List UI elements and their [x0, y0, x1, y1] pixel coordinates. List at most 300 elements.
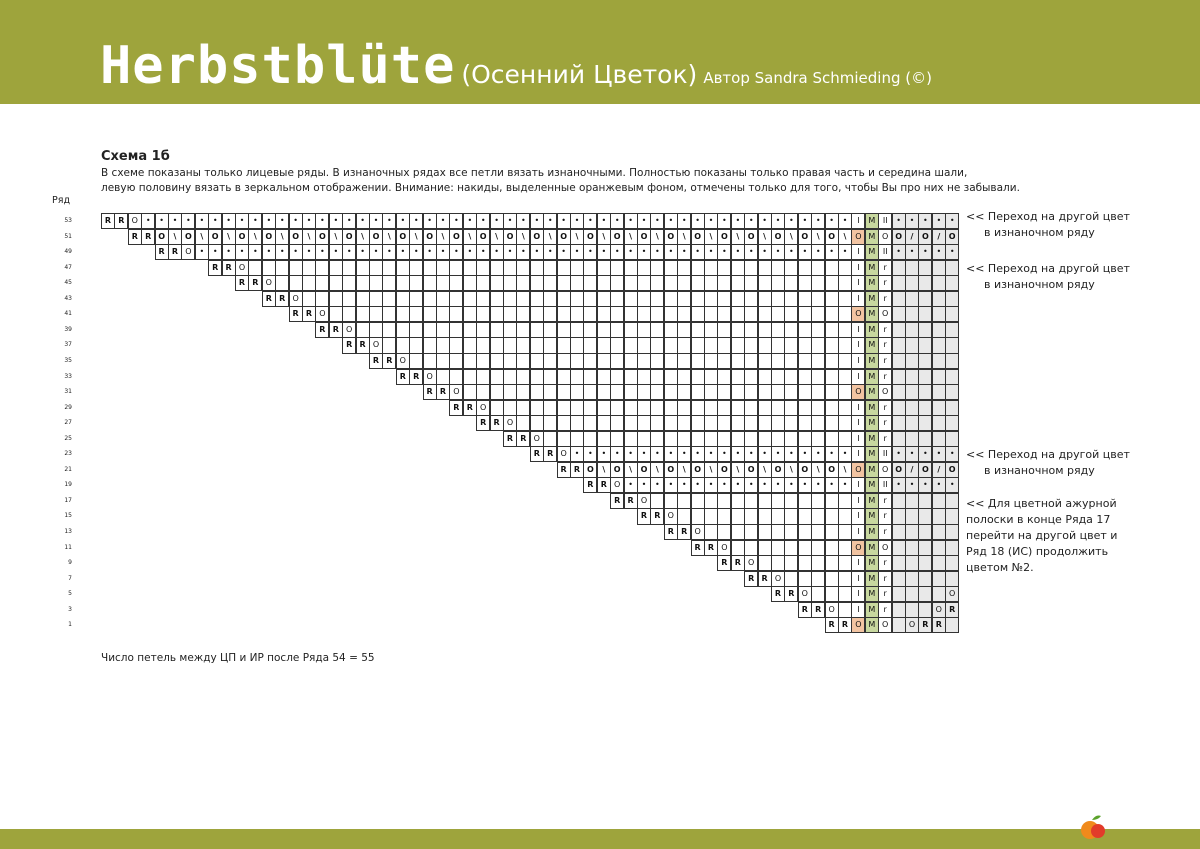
row-number: 15: [64, 512, 72, 520]
stitch-cell: [637, 275, 651, 291]
stitch-cell: •: [570, 244, 584, 260]
stitch-cell: •: [784, 213, 798, 229]
stitch-cell: [557, 275, 571, 291]
center-left-cell: I: [851, 415, 865, 431]
center-marker-cell: M: [865, 493, 879, 509]
stitch-cell: \: [624, 462, 638, 478]
note-text: << Для цветной ажурной: [966, 497, 1117, 510]
right-panel-cell: [932, 291, 946, 307]
stitch-cell: [597, 400, 611, 416]
stitch-cell: [731, 415, 745, 431]
edge-stitch-cell: R: [396, 369, 410, 385]
stitch-cell: O: [396, 353, 410, 369]
stitch-cell: [784, 322, 798, 338]
stitch-cell: [356, 322, 370, 338]
right-panel-cell: [892, 493, 906, 509]
stitch-cell: [771, 306, 785, 322]
stitch-cell: [825, 571, 839, 587]
stitch-cell: [758, 524, 772, 540]
stitch-cell: [811, 384, 825, 400]
stitch-cell: [717, 400, 731, 416]
author-credit: Автор Sandra Schmieding (©): [703, 69, 932, 87]
stitch-cell: [717, 384, 731, 400]
edge-stitch-cell: R: [315, 322, 329, 338]
stitch-cell: [771, 275, 785, 291]
stitch-cell: O: [289, 291, 303, 307]
stitch-cell: [784, 431, 798, 447]
stitch-cell: [624, 431, 638, 447]
stitch-cell: [664, 431, 678, 447]
right-panel-cell: /: [905, 462, 919, 478]
stitch-cell: [570, 400, 584, 416]
stitch-cell: O: [503, 415, 517, 431]
stitch-cell: \: [597, 229, 611, 245]
stitch-cell: O: [155, 229, 169, 245]
stitch-cell: [610, 322, 624, 338]
stitch-cell: [342, 275, 356, 291]
stitch-cell: [838, 337, 852, 353]
stitch-cell: [329, 260, 343, 276]
row-number: 19: [64, 481, 72, 489]
stitch-cell: [516, 260, 530, 276]
center-marker-cell: M: [865, 602, 879, 618]
row-number: 9: [68, 559, 72, 567]
stitch-cell: •: [449, 244, 463, 260]
stitch-cell: [409, 260, 423, 276]
stitch-cell: [650, 260, 664, 276]
stitch-cell: •: [597, 244, 611, 260]
stitch-cell: •: [302, 213, 316, 229]
stitch-cell: [798, 384, 812, 400]
stitch-cell: [677, 400, 691, 416]
stitch-cell: [463, 384, 477, 400]
stitch-cell: [570, 260, 584, 276]
stitch-cell: [825, 337, 839, 353]
stitch-cell: [650, 291, 664, 307]
stitch-cell: [825, 260, 839, 276]
stitch-cell: O: [744, 229, 758, 245]
stitch-cell: •: [476, 244, 490, 260]
stitch-cell: [423, 337, 437, 353]
stitch-cell: [811, 291, 825, 307]
stitch-cell: [717, 415, 731, 431]
stitch-cell: [476, 275, 490, 291]
stitch-cell: \: [650, 462, 664, 478]
stitch-cell: [798, 493, 812, 509]
stitch-cell: [503, 369, 517, 385]
stitch-cell: [784, 493, 798, 509]
right-panel-cell: [932, 415, 946, 431]
edge-stitch-cell: R: [490, 415, 504, 431]
right-panel-cell: [892, 353, 906, 369]
stitch-cell: [838, 291, 852, 307]
row-number: 21: [64, 465, 72, 473]
stitch-cell: [490, 275, 504, 291]
center-left-cell: I: [851, 477, 865, 493]
stitch-cell: •: [731, 213, 745, 229]
stitch-cell: [624, 384, 638, 400]
stitch-cell: [704, 415, 718, 431]
right-panel-cell: [932, 353, 946, 369]
stitch-cell: [543, 291, 557, 307]
stitch-cell: [583, 353, 597, 369]
edge-stitch-cell: R: [356, 337, 370, 353]
right-panel-cell: [918, 337, 932, 353]
edge-stitch-cell: R: [704, 540, 718, 556]
stitch-cell: •: [476, 213, 490, 229]
stitch-cell: •: [624, 446, 638, 462]
stitch-cell: [758, 369, 772, 385]
edge-stitch-cell: R: [650, 508, 664, 524]
stitch-cell: •: [744, 477, 758, 493]
stitch-cell: [503, 306, 517, 322]
edge-stitch-cell: R: [530, 446, 544, 462]
right-panel-cell: [918, 524, 932, 540]
stitch-cell: [838, 275, 852, 291]
center-right-cell: r: [878, 322, 892, 338]
stitch-cell: [610, 337, 624, 353]
right-panel-cell: [892, 508, 906, 524]
right-panel-cell: [918, 260, 932, 276]
stitch-cell: [811, 415, 825, 431]
stitch-cell: •: [235, 213, 249, 229]
right-panel-cell: [945, 291, 959, 307]
stitch-cell: [449, 337, 463, 353]
right-panel-cell: •: [892, 477, 906, 493]
edge-stitch-cell: R: [664, 524, 678, 540]
right-panel-cell: [918, 353, 932, 369]
stitch-cell: •: [289, 213, 303, 229]
stitch-cell: •: [637, 477, 651, 493]
center-marker-cell: M: [865, 571, 879, 587]
stitch-cell: [396, 260, 410, 276]
center-right-cell: r: [878, 337, 892, 353]
stitch-cell: [838, 508, 852, 524]
right-panel-cell: [905, 384, 919, 400]
stitch-cell: [744, 508, 758, 524]
stitch-cell: [409, 291, 423, 307]
right-panel-cell: O: [932, 602, 946, 618]
center-marker-cell: M: [865, 213, 879, 229]
stitch-cell: O: [449, 384, 463, 400]
stitch-cell: [610, 400, 624, 416]
stitch-cell: [771, 540, 785, 556]
stitch-cell: [423, 306, 437, 322]
stitch-cell: [637, 384, 651, 400]
stitch-cell: O: [825, 229, 839, 245]
right-panel-cell: [918, 415, 932, 431]
right-panel-cell: •: [892, 244, 906, 260]
right-panel-cell: [945, 369, 959, 385]
stitch-cell: [784, 291, 798, 307]
stitch-cell: [717, 493, 731, 509]
right-panel-cell: [932, 306, 946, 322]
stitch-cell: [677, 322, 691, 338]
stitch-cell: [583, 291, 597, 307]
center-left-cell: I: [851, 213, 865, 229]
right-panel-cell: [905, 400, 919, 416]
stitch-cell: [490, 260, 504, 276]
stitch-cell: [811, 275, 825, 291]
stitch-cell: [610, 384, 624, 400]
center-right-cell: r: [878, 353, 892, 369]
stitch-cell: [838, 540, 852, 556]
stitch-cell: [677, 353, 691, 369]
stitch-cell: [731, 540, 745, 556]
right-panel-cell: [892, 291, 906, 307]
stitch-cell: [664, 337, 678, 353]
stitch-cell: •: [798, 213, 812, 229]
stitch-cell: [543, 400, 557, 416]
stitch-cell: O: [315, 306, 329, 322]
stitch-cell: •: [691, 477, 705, 493]
stitch-cell: [771, 555, 785, 571]
right-panel-cell: [892, 400, 906, 416]
stitch-cell: [704, 369, 718, 385]
stitch-cell: [530, 306, 544, 322]
right-panel-cell: [945, 524, 959, 540]
stitch-cell: [597, 431, 611, 447]
center-marker-cell: M: [865, 508, 879, 524]
stitch-cell: •: [235, 244, 249, 260]
stitch-cell: [664, 353, 678, 369]
right-panel-cell: [905, 540, 919, 556]
stitch-cell: [583, 369, 597, 385]
stitch-cell: [677, 260, 691, 276]
stitch-cell: •: [195, 213, 209, 229]
stitch-cell: [825, 291, 839, 307]
stitch-cell: •: [597, 213, 611, 229]
stitch-cell: [503, 353, 517, 369]
stitch-cell: [423, 275, 437, 291]
stitch-cell: [731, 369, 745, 385]
stitch-cell: \: [784, 229, 798, 245]
stitch-cell: O: [771, 571, 785, 587]
stitch-cell: •: [369, 244, 383, 260]
stitch-cell: [744, 260, 758, 276]
stitch-cell: [302, 291, 316, 307]
stitch-cell: •: [731, 446, 745, 462]
edge-stitch-cell: R: [570, 462, 584, 478]
stitch-cell: [744, 400, 758, 416]
edge-stitch-cell: R: [114, 213, 128, 229]
stitch-cell: [248, 260, 262, 276]
right-panel-cell: [892, 540, 906, 556]
stitch-cell: O: [664, 462, 678, 478]
stitch-cell: [677, 415, 691, 431]
stitch-cell: [838, 260, 852, 276]
right-panel-cell: •: [932, 477, 946, 493]
stitch-cell: •: [423, 213, 437, 229]
stitch-cell: [717, 260, 731, 276]
right-panel-cell: •: [892, 213, 906, 229]
stitch-cell: •: [650, 477, 664, 493]
row-number: 31: [64, 388, 72, 396]
stitch-cell: [744, 524, 758, 540]
stitch-cell: [704, 275, 718, 291]
right-panel-cell: [918, 586, 932, 602]
stitch-cell: [637, 353, 651, 369]
stitch-cell: [811, 431, 825, 447]
right-panel-cell: O: [945, 462, 959, 478]
stitch-cell: [490, 384, 504, 400]
stitch-cell: [744, 322, 758, 338]
stitch-cell: [543, 369, 557, 385]
stitch-cell: [503, 275, 517, 291]
stitch-cell: [744, 493, 758, 509]
stitch-cell: [677, 275, 691, 291]
right-panel-cell: [918, 369, 932, 385]
edge-stitch-cell: R: [208, 260, 222, 276]
stitch-cell: [423, 291, 437, 307]
stitch-cell: [838, 415, 852, 431]
right-panel-cell: [892, 602, 906, 618]
stitch-cell: [744, 540, 758, 556]
right-panel-cell: •: [932, 446, 946, 462]
edge-stitch-cell: R: [610, 493, 624, 509]
stitch-cell: •: [382, 213, 396, 229]
stitch-cell: [677, 384, 691, 400]
right-panel-cell: •: [945, 244, 959, 260]
center-left-cell: I: [851, 369, 865, 385]
center-left-cell: O: [851, 306, 865, 322]
center-right-cell: r: [878, 260, 892, 276]
center-right-cell: r: [878, 400, 892, 416]
right-panel-cell: [892, 322, 906, 338]
stitch-cell: [516, 369, 530, 385]
stitch-cell: [784, 571, 798, 587]
stitch-cell: •: [610, 446, 624, 462]
stitch-cell: [744, 337, 758, 353]
row-number: 25: [64, 434, 72, 442]
stitch-cell: [449, 260, 463, 276]
note-lace-stripe: [966, 496, 1117, 576]
leaf-icon: [1092, 816, 1101, 821]
stitch-cell: [825, 586, 839, 602]
stitch-cell: •: [409, 213, 423, 229]
stitch-cell: [610, 275, 624, 291]
stitch-cell: O: [771, 462, 785, 478]
note-text: перейти на другой цвет и: [966, 529, 1118, 542]
stitch-cell: [369, 322, 383, 338]
right-panel-cell: [918, 291, 932, 307]
edge-stitch-cell: R: [503, 431, 517, 447]
right-panel-cell: [918, 571, 932, 587]
stitch-cell: •: [289, 244, 303, 260]
stitch-cell: •: [516, 244, 530, 260]
stitch-cell: O: [717, 540, 731, 556]
edge-stitch-cell: R: [825, 617, 839, 633]
stitch-cell: •: [396, 244, 410, 260]
stitch-cell: [691, 337, 705, 353]
stitch-cell: [798, 524, 812, 540]
right-panel-cell: [905, 508, 919, 524]
right-panel-cell: [945, 415, 959, 431]
right-panel-cell: [945, 571, 959, 587]
stitch-cell: [543, 415, 557, 431]
stitch-cell: [677, 369, 691, 385]
stitch-cell: O: [315, 229, 329, 245]
right-panel-cell: [945, 555, 959, 571]
center-marker-cell: M: [865, 322, 879, 338]
stitch-cell: [784, 337, 798, 353]
stitch-cell: •: [704, 446, 718, 462]
stitch-cell: [744, 431, 758, 447]
stitch-cell: [543, 306, 557, 322]
center-right-cell: O: [878, 462, 892, 478]
right-panel-cell: [892, 260, 906, 276]
center-right-cell: r: [878, 586, 892, 602]
stitch-cell: [490, 322, 504, 338]
stitch-cell: [758, 337, 772, 353]
stitch-cell: [704, 384, 718, 400]
stitch-cell: [396, 322, 410, 338]
right-panel-cell: [932, 384, 946, 400]
stitch-cell: [382, 337, 396, 353]
stitch-cell: [315, 275, 329, 291]
stitch-cell: •: [436, 213, 450, 229]
stitch-cell: O: [744, 462, 758, 478]
right-panel-cell: [905, 431, 919, 447]
center-right-cell: r: [878, 275, 892, 291]
stitch-cell: [717, 275, 731, 291]
stitch-cell: [691, 508, 705, 524]
stitch-cell: O: [583, 462, 597, 478]
stitch-cell: [771, 369, 785, 385]
right-panel-cell: [932, 369, 946, 385]
stitch-cell: [503, 291, 517, 307]
stitch-cell: [516, 275, 530, 291]
stitch-cell: [516, 400, 530, 416]
stitch-cell: [315, 260, 329, 276]
stitch-cell: O: [128, 213, 142, 229]
stitch-cell: \: [838, 229, 852, 245]
center-left-cell: I: [851, 291, 865, 307]
stitch-cell: [758, 384, 772, 400]
stitch-cell: [490, 291, 504, 307]
edge-stitch-cell: R: [128, 229, 142, 245]
right-panel-cell: [932, 260, 946, 276]
stitch-cell: [744, 291, 758, 307]
stitch-cell: [342, 291, 356, 307]
stitch-cell: [275, 260, 289, 276]
stitch-cell: •: [275, 213, 289, 229]
stitch-cell: [771, 415, 785, 431]
note-text: << Переход на другой цвет: [966, 210, 1130, 223]
stitch-cell: [369, 260, 383, 276]
scheme-description: [101, 166, 1061, 196]
right-panel-cell: [918, 400, 932, 416]
stitch-cell: [758, 540, 772, 556]
center-right-cell: r: [878, 493, 892, 509]
stitch-cell: [677, 291, 691, 307]
center-marker-cell: M: [865, 555, 879, 571]
right-panel-cell: O: [918, 462, 932, 478]
stitch-cell: \: [222, 229, 236, 245]
center-marker-cell: M: [865, 540, 879, 556]
right-panel-cell: •: [918, 446, 932, 462]
row-number: 47: [64, 263, 72, 271]
stitch-cell: [423, 260, 437, 276]
stitch-cell: [731, 337, 745, 353]
center-left-cell: I: [851, 586, 865, 602]
right-panel-cell: [905, 291, 919, 307]
stitch-cell: [570, 353, 584, 369]
stitch-cell: O: [423, 229, 437, 245]
stitch-cell: [530, 275, 544, 291]
stitch-cell: \: [811, 462, 825, 478]
stitch-cell: [704, 508, 718, 524]
